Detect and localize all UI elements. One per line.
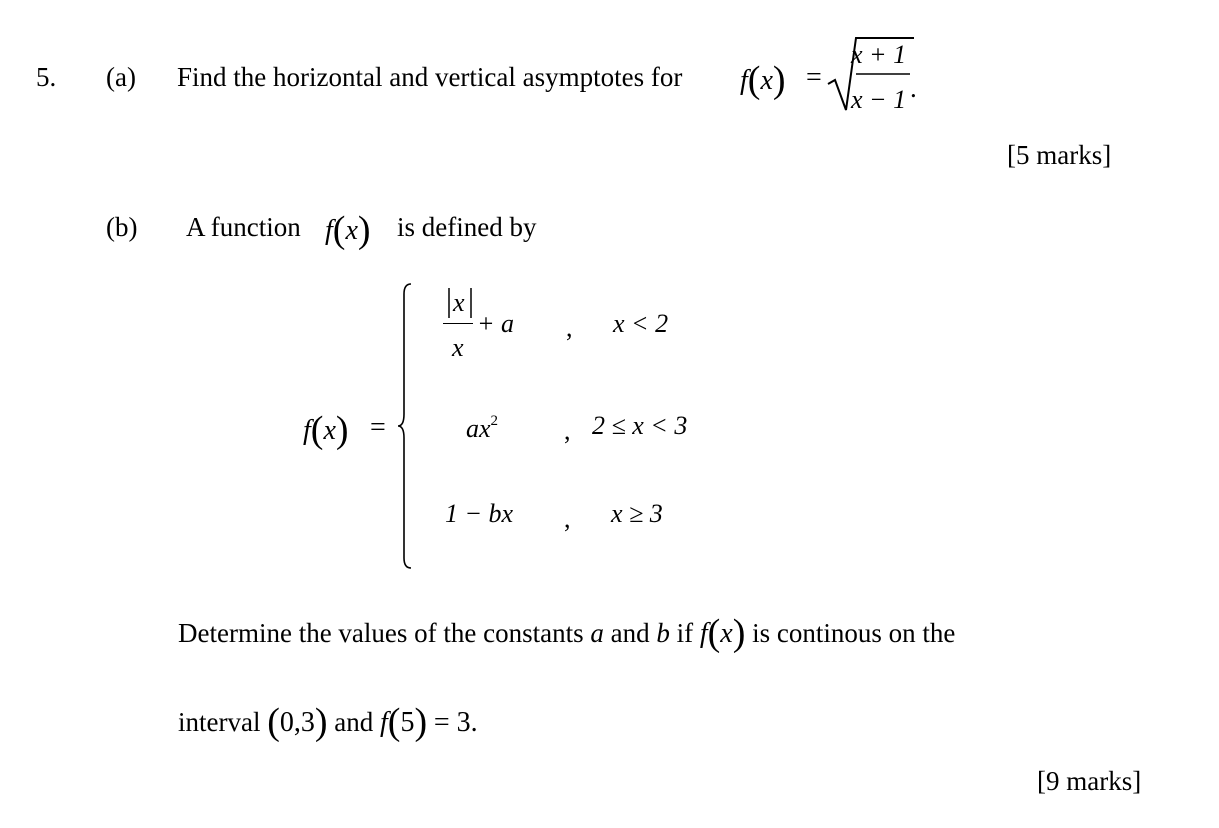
- determine-if: if: [676, 618, 694, 648]
- constant-a: a: [590, 618, 604, 648]
- function-name: f: [380, 707, 388, 738]
- constant-b: b: [656, 618, 670, 648]
- case1-fraction-bar: [443, 323, 473, 324]
- part-a-numerator: x + 1: [851, 40, 907, 69]
- function-arg: x: [760, 65, 773, 96]
- part-b-intro-function: f(x): [325, 209, 371, 251]
- part-a-period: .: [910, 73, 917, 103]
- case3-comma: ,: [564, 504, 571, 533]
- part-b-intro-prefix: A function: [186, 212, 301, 242]
- function-arg: x: [345, 215, 358, 246]
- determine-and: and: [610, 618, 650, 648]
- case2-condition: 2 ≤ x < 3: [592, 411, 688, 440]
- part-a-denominator: x − 1: [851, 85, 907, 114]
- function-name: f: [303, 415, 311, 446]
- function-name: f: [740, 65, 748, 96]
- case2-expression: [466, 414, 498, 442]
- piecewise-brace: [395, 280, 419, 572]
- case1-abs-numerator: x: [453, 288, 465, 317]
- part-a-equals: =: [806, 62, 822, 93]
- part-a-label: (a): [106, 62, 136, 92]
- function-arg: 5: [400, 707, 415, 738]
- function-name: f: [325, 215, 333, 246]
- part-b-marks: [9 marks]: [1037, 766, 1142, 796]
- function-arg: x: [323, 415, 336, 446]
- function-name: f: [699, 618, 708, 649]
- determine-suffix: is continous on the: [752, 618, 956, 648]
- determine-prefix: Determine the values of the constants: [178, 618, 584, 648]
- interval-and: and: [334, 707, 374, 737]
- piecewise-lhs: f(x): [303, 409, 349, 451]
- question-number: 5.: [36, 62, 57, 92]
- interval-word: interval: [178, 707, 261, 737]
- interval-function: f(5): [380, 701, 428, 743]
- case1-condition: x < 2: [613, 309, 669, 338]
- case3-expression: 1 − bx: [445, 499, 514, 528]
- part-a-prompt: Find the horizontal and vertical asymptotes for: [177, 62, 683, 92]
- piecewise-equals: =: [370, 412, 386, 443]
- determine-line: [178, 611, 956, 654]
- function-arg: x: [720, 618, 733, 649]
- interval-bounds: 0,3: [279, 707, 315, 738]
- case2-base: ax: [466, 414, 491, 443]
- case1-plus-a: + a: [477, 309, 515, 338]
- part-a-function-lhs: f(x): [740, 59, 786, 101]
- interval-value: (0,3): [267, 701, 328, 743]
- determine-function: f(x): [699, 612, 746, 654]
- part-b-intro-suffix: is defined by: [397, 212, 537, 242]
- case2-exponent: 2: [490, 413, 499, 429]
- interval-function-value: = 3.: [433, 707, 478, 738]
- case1-denominator: x: [452, 333, 464, 362]
- part-b-label: (b): [106, 212, 138, 242]
- case1-comma: ,: [566, 313, 573, 342]
- part-a-marks: [5 marks]: [1007, 140, 1112, 170]
- interval-line: [178, 700, 478, 743]
- case2-comma: ,: [564, 416, 571, 445]
- case3-condition: x ≥ 3: [611, 499, 663, 528]
